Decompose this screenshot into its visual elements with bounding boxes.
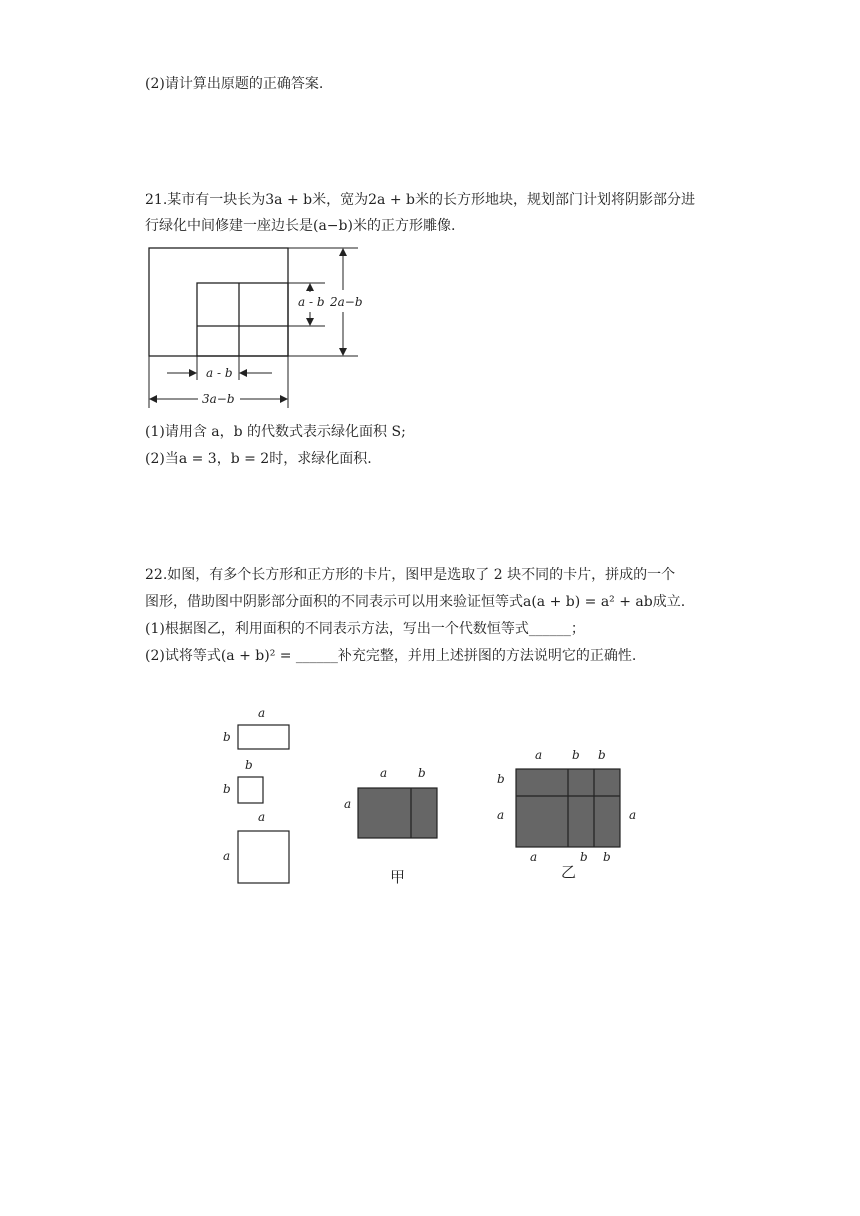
q21-outer-rect [149,248,288,356]
q21-part1: (1)请用含 a，b 的代数式表示绿化面积 S; [145,424,406,440]
q22-part2: (2)试将等式(a + b)² = ______补充完整，并用上述拼图的方法说明它的正确性. [145,648,637,664]
q22-jia-shape [358,788,437,838]
q20-part2: (2)请计算出原题的正确答案. [145,76,324,92]
q22-jia-side-a: a [344,797,352,811]
q22-part1: (1)根据图乙，利用面积的不同表示方法，写出一个代数恒等式______； [145,621,585,637]
q21-label-inner-height: a - b [298,295,325,309]
q21-statement-line1: 21.某市有一块长为3a + b米，宽为2a + b米的长方形地块，规划部门计划将阴影部分进 [145,192,695,208]
q22-card-a-by-b [238,725,289,749]
q22-card-a-square [238,831,289,883]
q22-card3-top-label: a [258,810,266,824]
q21-figure [140,240,370,410]
q22-jia-top-b: b [418,766,426,780]
q21-label-inner-width: a - b [206,366,233,380]
q22-yi-top-b2: b [598,748,606,762]
q22-yi-bottom-b1: b [580,850,588,864]
q22-yi-left-a: a [497,808,505,822]
q22-card2-top-label: b [245,758,253,772]
q22-yi-bottom-a: a [530,850,538,864]
q22-figure [215,700,655,890]
q22-yi-right-a: a [629,808,637,822]
q21-inner-rect [197,283,288,356]
q21-label-total-height: 2a−b [330,295,363,309]
q22-statement-line2: 图形，借助图中阴影部分面积的不同表示可以用来验证恒等式a(a + b) = a² + ab成立. [145,594,686,610]
q22-yi-left-b: b [497,772,505,786]
q21-label-total-width: 3a−b [202,392,235,406]
q22-card3-side-label: a [223,849,231,863]
q22-card-b-square [238,777,263,803]
q21-statement-line2: 行绿化中间修建一座边长是(a−b)米的正方形雕像. [145,218,456,234]
q22-statement-line1: 22.如图，有多个长方形和正方形的卡片，图甲是选取了 2 块不同的卡片，拼成的一个 [145,567,676,583]
q22-jia-top-a: a [380,766,388,780]
q21-part2: (2)当a = 3，b = 2时，求绿化面积. [145,451,372,467]
q22-yi-top-a: a [535,748,543,762]
q22-card1-side-label: b [223,730,231,744]
q22-yi-top-b1: b [572,748,580,762]
q22-jia-caption: 甲 [390,868,406,886]
q22-yi-caption: 乙 [561,863,577,881]
q22-yi-bottom-b2: b [603,850,611,864]
q22-card2-side-label: b [223,782,231,796]
q22-card1-top-label: a [258,706,266,720]
